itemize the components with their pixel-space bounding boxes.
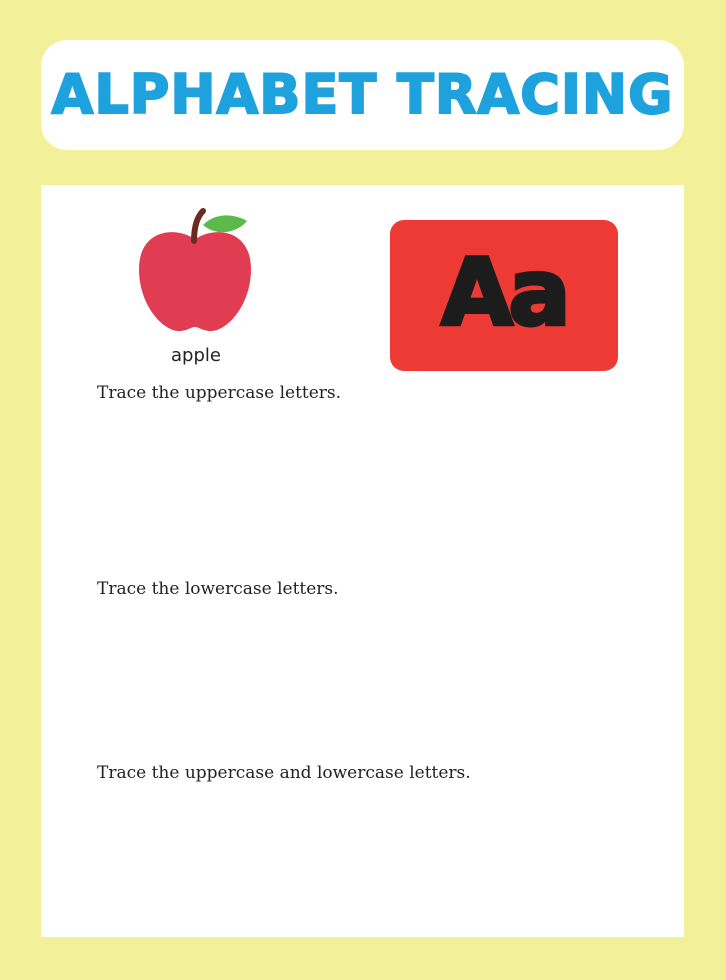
letter-card-text: Aa [441, 238, 567, 346]
letter-card [390, 220, 618, 371]
worksheet [41, 185, 684, 937]
instruction-mixed: Trace the uppercase and lowercase letters. [97, 763, 471, 783]
page-title: ALPHABET TRACING [51, 63, 674, 126]
apple-icon [133, 207, 257, 337]
title-banner [41, 40, 684, 150]
instruction-lowercase: Trace the lowercase letters. [97, 579, 339, 599]
instruction-uppercase: Trace the uppercase letters. [97, 383, 342, 403]
apple-label: apple [171, 345, 221, 366]
